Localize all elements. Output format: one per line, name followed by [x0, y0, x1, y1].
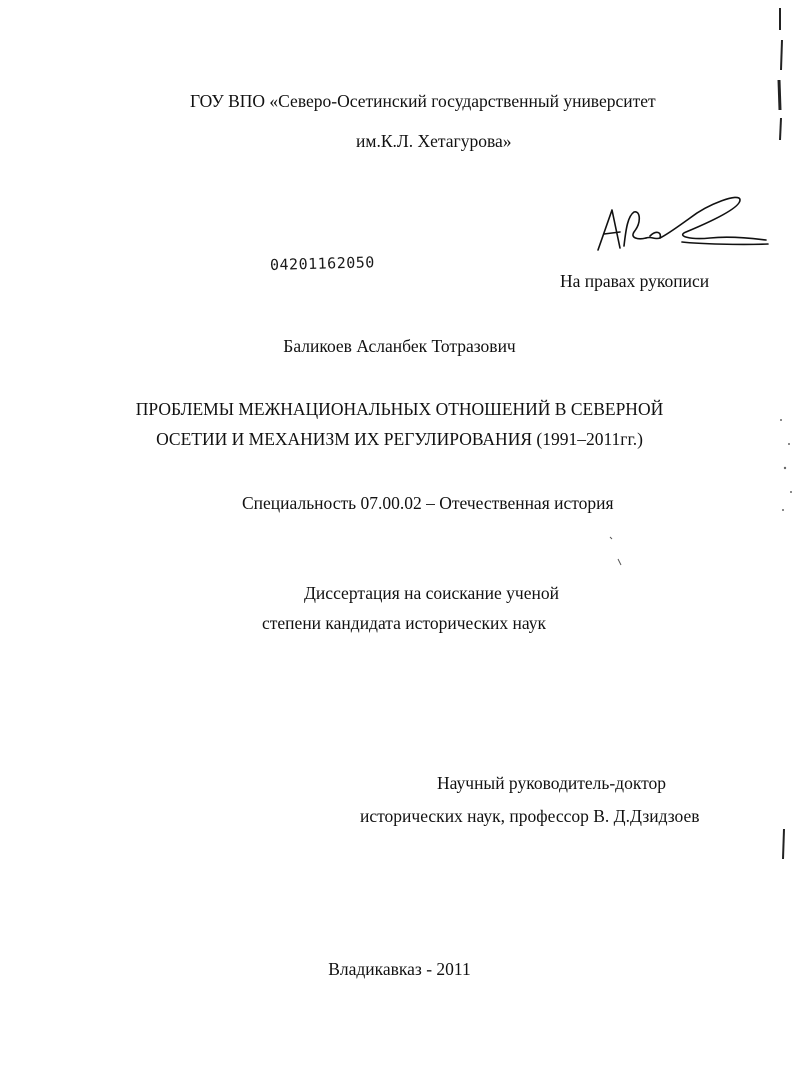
- supervisor-line1: Научный руководитель-доктор: [437, 773, 667, 793]
- university-name: ГОУ ВПО «Северо-Осетинский государственный университет: [190, 91, 656, 111]
- manuscript-note: На правах рукописи: [560, 271, 710, 291]
- supervisor-line2: исторических наук, профессор В. Д.Дзидзоев: [360, 806, 700, 826]
- place-year: Владикавказ - 2011: [328, 959, 471, 979]
- dissertation-title-line1: ПРОБЛЕМЫ МЕЖНАЦИОНАЛЬНЫХ ОТНОШЕНИЙ В СЕВЕРНОЙ: [135, 399, 664, 419]
- scan-edge-mark-bottom: [778, 825, 798, 865]
- scan-edge-mark-middle: [775, 410, 799, 530]
- degree-line1: Диссертация на соискание ученой: [304, 583, 559, 603]
- author-name: Баликоев Асланбек Тотразович: [283, 336, 516, 356]
- university-name-continued: им.К.Л. Хетагурова»: [356, 131, 512, 151]
- registration-number: 04201162050: [269, 253, 376, 274]
- scan-speck: [606, 535, 626, 569]
- signature: [590, 188, 770, 258]
- dissertation-title-line2: ОСЕТИИ И МЕХАНИЗМ ИХ РЕГУЛИРОВАНИЯ (1991–2011гг.): [156, 429, 643, 449]
- degree-line2: степени кандидата исторических наук: [262, 613, 546, 633]
- specialty: Специальность 07.00.02 – Отечественная история: [242, 493, 614, 513]
- scan-edge-mark-top: [770, 0, 799, 150]
